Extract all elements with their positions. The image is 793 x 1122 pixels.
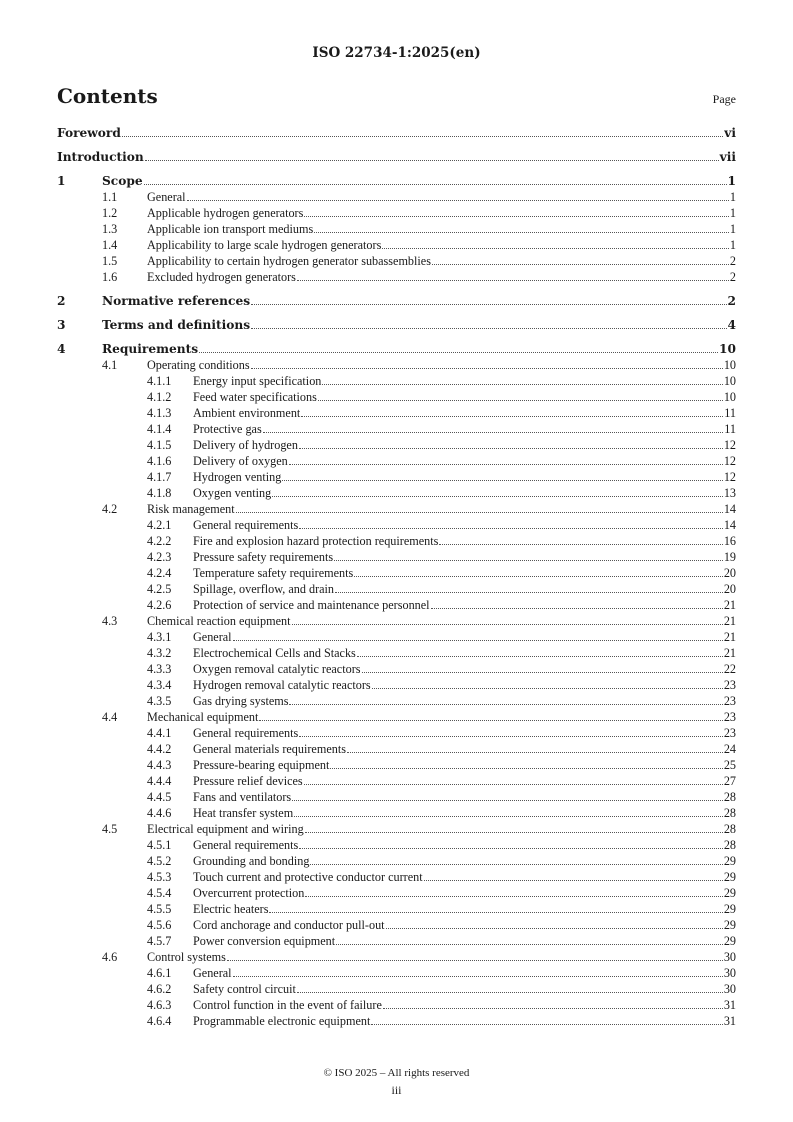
toc-entry-label: Pressure safety requirements [193, 550, 334, 564]
toc-entry-label: Foreword [57, 126, 121, 140]
toc-entry-page: 21 [723, 598, 736, 612]
toc-entry-number: 4.2.3 [147, 550, 172, 564]
toc-leader-dots [371, 1023, 722, 1025]
toc-entry[interactable] [57, 373, 736, 389]
toc-entry-number: 4.6.2 [147, 982, 172, 996]
toc-entry[interactable] [57, 341, 736, 357]
toc-entry-page: 25 [723, 758, 736, 772]
toc-leader-dots [322, 383, 722, 385]
toc-leader-dots [292, 799, 723, 801]
toc-entry-number: 4.6 [102, 950, 118, 964]
toc-entry-label: Protective gas [193, 422, 262, 436]
toc-entry-page: 21 [723, 614, 736, 628]
toc-leader-dots [251, 367, 723, 369]
toc-entry[interactable] [57, 253, 736, 269]
toc-leader-dots [432, 263, 729, 265]
toc-entry-label: Energy input specification [193, 374, 322, 388]
toc-leader-dots [227, 959, 723, 961]
toc-entry[interactable] [57, 1013, 736, 1029]
toc-entry-number: 4.3.1 [147, 630, 172, 644]
toc-entry[interactable] [57, 853, 736, 869]
toc-entry-label: Pressure relief devices [193, 774, 303, 788]
toc-leader-dots [382, 247, 729, 249]
toc-leader-dots [336, 943, 723, 945]
toc-entry-label: Delivery of hydrogen [193, 438, 298, 452]
toc-leader-dots [289, 703, 722, 705]
toc-entry-page: 11 [724, 422, 736, 436]
page-number: iii [391, 1083, 402, 1097]
toc-entry[interactable] [57, 269, 736, 285]
toc-entry[interactable] [57, 885, 736, 901]
toc-leader-dots [305, 831, 723, 833]
toc-entry[interactable] [57, 189, 736, 205]
toc-entry-label: Power conversion equipment [193, 934, 336, 948]
toc-entry[interactable] [57, 549, 736, 565]
toc-entry[interactable] [57, 501, 736, 517]
toc-entry-label: Gas drying systems [193, 694, 289, 708]
toc-entry-number: 2 [57, 294, 66, 308]
toc-entry-number: 1.2 [102, 206, 118, 220]
toc-entry-page: vi [724, 126, 736, 140]
toc-entry-page: 10 [723, 358, 736, 372]
toc-entry[interactable] [57, 149, 736, 165]
toc-entry[interactable] [57, 997, 736, 1013]
toc-entry-label: Feed water specifications [193, 390, 317, 404]
toc-leader-dots [299, 527, 723, 529]
toc-leader-dots [187, 199, 729, 201]
toc-entry[interactable] [57, 645, 736, 661]
toc-entry-page: 14 [723, 518, 736, 532]
toc-leader-dots [282, 479, 722, 481]
toc-entry-page: 22 [723, 662, 736, 676]
toc-entry[interactable] [57, 805, 736, 821]
toc-leader-dots [299, 847, 723, 849]
toc-leader-dots [251, 303, 726, 305]
toc-entry[interactable] [57, 453, 736, 469]
toc-entry-number: 4.6.1 [147, 966, 172, 980]
toc-entry-page: 1 [729, 206, 736, 220]
toc-entry-label: Oxygen removal catalytic reactors [193, 662, 361, 676]
toc-entry-number: 4.6.3 [147, 998, 172, 1012]
toc-entry-number: 4.1 [102, 358, 118, 372]
toc-entry-number: 4.3.5 [147, 694, 172, 708]
toc-leader-dots [269, 911, 722, 913]
toc-entry-label: Terms and definitions [102, 318, 251, 332]
table-of-contents [57, 125, 736, 1029]
toc-entry[interactable] [57, 677, 736, 693]
toc-entry-label: Oxygen venting [193, 486, 272, 500]
toc-entry-number: 4.5 [102, 822, 118, 836]
toc-entry-page: 21 [723, 646, 736, 660]
toc-entry[interactable] [57, 869, 736, 885]
toc-entry-page: 20 [723, 582, 736, 596]
toc-entry-number: 4.3 [102, 614, 118, 628]
toc-leader-dots [330, 767, 722, 769]
toc-entry-number: 1.1 [102, 190, 118, 204]
toc-entry-label: General [193, 966, 232, 980]
toc-entry-page: 12 [723, 454, 736, 468]
toc-entry-number: 1 [57, 174, 66, 188]
toc-entry-page: 21 [723, 630, 736, 644]
toc-entry-number: 4.1.7 [147, 470, 172, 484]
toc-entry[interactable] [57, 821, 736, 837]
toc-entry-number: 4.5.3 [147, 870, 172, 884]
toc-entry-label: Applicability to certain hydrogen generator subassemblies [147, 254, 431, 268]
toc-entry-label: Excluded hydrogen generators [147, 270, 296, 284]
toc-entry-label: Chemical reaction equipment [147, 614, 291, 628]
toc-entry-number: 4.5.5 [147, 902, 172, 916]
toc-entry-number: 4.3.3 [147, 662, 172, 676]
toc-entry-label: Grounding and bonding [193, 854, 310, 868]
toc-entry-label: Fans and ventilators [193, 790, 292, 804]
toc-entry-label: Mechanical equipment [147, 710, 259, 724]
toc-leader-dots [199, 351, 718, 353]
toc-entry-page: 2 [729, 270, 736, 284]
toc-entry-page: 13 [723, 486, 736, 500]
toc-entry[interactable] [57, 533, 736, 549]
toc-entry[interactable] [57, 757, 736, 773]
toc-entry[interactable] [57, 421, 736, 437]
toc-entry-number: 1.6 [102, 270, 118, 284]
toc-entry[interactable] [57, 597, 736, 613]
toc-entry-number: 4.4.6 [147, 806, 172, 820]
toc-entry[interactable] [57, 709, 736, 725]
toc-entry-page: 30 [723, 950, 736, 964]
page-column-label: Page [712, 92, 736, 106]
toc-entry-label: Programmable electronic equipment [193, 1014, 371, 1028]
toc-leader-dots [299, 447, 723, 449]
toc-leader-dots [304, 215, 729, 217]
toc-entry-number: 4.4.3 [147, 758, 172, 772]
toc-entry-page: 28 [723, 822, 736, 836]
toc-entry-page: 23 [723, 678, 736, 692]
toc-entry-label: Operating conditions [147, 358, 250, 372]
toc-entry[interactable] [57, 389, 736, 405]
toc-entry[interactable] [57, 741, 736, 757]
toc-entry-number: 4 [57, 342, 66, 356]
toc-entry-label: Safety control circuit [193, 982, 296, 996]
toc-leader-dots [297, 991, 723, 993]
toc-entry-label: Scope [102, 174, 143, 188]
toc-entry-page: 2 [727, 294, 736, 308]
toc-entry-number: 4.1.5 [147, 438, 172, 452]
toc-entry-number: 4.4.5 [147, 790, 172, 804]
toc-entry-label: Control systems [147, 950, 226, 964]
toc-entry-number: 4.2.1 [147, 518, 172, 532]
toc-entry-label: General requirements [193, 518, 299, 532]
toc-entry-page: 23 [723, 710, 736, 724]
toc-entry-number: 3 [57, 318, 66, 332]
toc-leader-dots [292, 623, 723, 625]
toc-leader-dots [304, 783, 723, 785]
toc-entry-page: 28 [723, 806, 736, 820]
toc-entry-page: 10 [723, 390, 736, 404]
toc-entry-label: Electric heaters [193, 902, 269, 916]
toc-entry-label: Hydrogen removal catalytic reactors [193, 678, 371, 692]
toc-leader-dots [263, 431, 724, 433]
toc-entry-page: 29 [723, 918, 736, 932]
toc-leader-dots [294, 815, 723, 817]
toc-leader-dots [372, 687, 723, 689]
toc-entry-page: 1 [729, 190, 736, 204]
toc-entry-label: Heat transfer system [193, 806, 294, 820]
toc-entry-number: 4.1.6 [147, 454, 172, 468]
toc-entry[interactable] [57, 469, 736, 485]
toc-entry-label: Requirements [102, 342, 199, 356]
toc-entry-page: 30 [723, 982, 736, 996]
toc-entry-page: 28 [723, 790, 736, 804]
toc-entry-number: 1.3 [102, 222, 118, 236]
toc-entry-page: 1 [729, 222, 736, 236]
toc-leader-dots [334, 559, 723, 561]
toc-entry-label: Fire and explosion hazard protection requirements [193, 534, 439, 548]
page-title: Contents [57, 84, 158, 108]
toc-leader-dots [439, 543, 722, 545]
toc-entry-label: Risk management [147, 502, 235, 516]
toc-entry[interactable] [57, 693, 736, 709]
toc-entry[interactable] [57, 629, 736, 645]
toc-entry-label: General requirements [193, 726, 299, 740]
toc-leader-dots [362, 671, 723, 673]
toc-entry[interactable] [57, 933, 736, 949]
toc-leader-dots [357, 655, 723, 657]
toc-entry[interactable] [57, 613, 736, 629]
toc-leader-dots [233, 639, 723, 641]
toc-leader-dots [272, 495, 723, 497]
toc-entry[interactable] [57, 405, 736, 421]
toc-entry-page: 10 [719, 342, 736, 356]
toc-entry-page: 2 [729, 254, 736, 268]
toc-entry[interactable] [57, 901, 736, 917]
toc-entry-number: 4.3.4 [147, 678, 172, 692]
toc-entry-page: 31 [723, 998, 736, 1012]
toc-entry-number: 4.2.6 [147, 598, 172, 612]
toc-entry-label: Applicable ion transport mediums [147, 222, 314, 236]
toc-leader-dots [259, 719, 722, 721]
toc-entry-number: 4.2 [102, 502, 118, 516]
toc-entry-number: 4.4.2 [147, 742, 172, 756]
toc-entry-page: 14 [723, 502, 736, 516]
toc-entry-number: 4.2.4 [147, 566, 172, 580]
toc-entry[interactable] [57, 357, 736, 373]
toc-entry[interactable] [57, 581, 736, 597]
toc-entry-number: 4.6.4 [147, 1014, 172, 1028]
toc-entry-label: Control function in the event of failure [193, 998, 382, 1012]
toc-entry-page: 10 [723, 374, 736, 388]
toc-entry-label: Protection of service and maintenance personnel [193, 598, 430, 612]
toc-entry-page: 12 [723, 470, 736, 484]
toc-leader-dots [233, 975, 723, 977]
toc-entry-label: Introduction [57, 150, 144, 164]
toc-leader-dots [386, 927, 723, 929]
copyright-footer: © ISO 2025 – All rights reserved [323, 1067, 470, 1079]
toc-entry[interactable] [57, 485, 736, 501]
toc-leader-dots [383, 1007, 723, 1009]
toc-entry-label: Ambient environment [193, 406, 301, 420]
toc-entry-number: 1.5 [102, 254, 118, 268]
toc-entry[interactable] [57, 317, 736, 333]
toc-entry-number: 4.1.3 [147, 406, 172, 420]
toc-leader-dots [310, 863, 722, 865]
toc-entry-label: General [147, 190, 186, 204]
toc-leader-dots [301, 415, 723, 417]
toc-leader-dots [251, 327, 726, 329]
toc-entry-number: 4.5.4 [147, 886, 172, 900]
toc-leader-dots [236, 511, 723, 513]
toc-entry[interactable] [57, 661, 736, 677]
toc-entry[interactable] [57, 917, 736, 933]
toc-entry[interactable] [57, 725, 736, 741]
toc-entry-page: 19 [723, 550, 736, 564]
toc-entry-label: Overcurrent protection [193, 886, 305, 900]
toc-entry-number: 4.4.1 [147, 726, 172, 740]
toc-entry-page: 29 [723, 854, 736, 868]
toc-entry-number: 4.5.7 [147, 934, 172, 948]
toc-entry-label: Spillage, overflow, and drain [193, 582, 335, 596]
toc-leader-dots [347, 751, 723, 753]
toc-leader-dots [431, 607, 723, 609]
toc-entry-label: Hydrogen venting [193, 470, 282, 484]
toc-entry-page: 1 [727, 174, 736, 188]
toc-entry-label: Electrochemical Cells and Stacks [193, 646, 356, 660]
toc-entry[interactable] [57, 221, 736, 237]
toc-entry[interactable] [57, 237, 736, 253]
toc-entry-page: 31 [723, 1014, 736, 1028]
toc-entry-number: 4.1.4 [147, 422, 172, 436]
document-id-header: ISO 22734-1:2025(en) [312, 45, 481, 61]
toc-entry-page: 29 [723, 870, 736, 884]
toc-leader-dots [144, 183, 727, 185]
toc-leader-dots [122, 135, 723, 137]
toc-entry-page: 27 [723, 774, 736, 788]
toc-entry-label: General materials requirements [193, 742, 346, 756]
toc-entry[interactable] [57, 205, 736, 221]
toc-entry-page: 23 [723, 726, 736, 740]
toc-entry-label: Normative references [102, 294, 251, 308]
toc-entry-page: 1 [729, 238, 736, 252]
toc-entry-number: 1.4 [102, 238, 118, 252]
toc-entry-label: General requirements [193, 838, 299, 852]
toc-entry[interactable] [57, 789, 736, 805]
toc-entry-page: 12 [723, 438, 736, 452]
toc-entry-number: 4.2.5 [147, 582, 172, 596]
toc-leader-dots [299, 735, 723, 737]
toc-entry[interactable] [57, 565, 736, 581]
toc-entry-label: Temperature safety requirements [193, 566, 354, 580]
toc-leader-dots [314, 231, 729, 233]
toc-entry-label: Pressure-bearing equipment [193, 758, 330, 772]
toc-entry-page: 11 [724, 406, 736, 420]
toc-entry-number: 4.1.8 [147, 486, 172, 500]
toc-entry-page: 29 [723, 902, 736, 916]
toc-entry-page: vii [719, 150, 736, 164]
toc-leader-dots [289, 463, 723, 465]
toc-entry[interactable] [57, 981, 736, 997]
toc-entry-label: Applicability to large scale hydrogen generators [147, 238, 382, 252]
toc-entry-label: Touch current and protective conductor current [193, 870, 423, 884]
toc-entry[interactable] [57, 949, 736, 965]
toc-entry-page: 29 [723, 886, 736, 900]
toc-entry[interactable] [57, 173, 736, 189]
toc-entry[interactable] [57, 965, 736, 981]
toc-entry-page: 30 [723, 966, 736, 980]
toc-entry[interactable] [57, 125, 736, 141]
toc-leader-dots [305, 895, 722, 897]
toc-entry-page: 28 [723, 838, 736, 852]
toc-entry-number: 4.5.2 [147, 854, 172, 868]
toc-entry-page: 24 [723, 742, 736, 756]
toc-entry[interactable] [57, 517, 736, 533]
toc-entry[interactable] [57, 293, 736, 309]
toc-entry-number: 4.4.4 [147, 774, 172, 788]
toc-entry-label: Electrical equipment and wiring [147, 822, 304, 836]
toc-entry-number: 4.1.1 [147, 374, 172, 388]
toc-entry-label: Delivery of oxygen [193, 454, 288, 468]
toc-entry[interactable] [57, 437, 736, 453]
toc-entry-page: 16 [723, 534, 736, 548]
toc-entry[interactable] [57, 773, 736, 789]
toc-leader-dots [424, 879, 723, 881]
toc-leader-dots [318, 399, 723, 401]
toc-entry-page: 29 [723, 934, 736, 948]
toc-entry-number: 4.2.2 [147, 534, 172, 548]
toc-entry-page: 20 [723, 566, 736, 580]
toc-entry-number: 4.1.2 [147, 390, 172, 404]
toc-entry-label: Applicable hydrogen generators [147, 206, 304, 220]
toc-entry-label: General [193, 630, 232, 644]
toc-entry[interactable] [57, 837, 736, 853]
toc-entry-page: 23 [723, 694, 736, 708]
toc-entry-number: 4.3.2 [147, 646, 172, 660]
toc-entry-number: 4.5.1 [147, 838, 172, 852]
toc-leader-dots [354, 575, 723, 577]
toc-entry-number: 4.4 [102, 710, 118, 724]
toc-leader-dots [335, 591, 723, 593]
toc-leader-dots [297, 279, 729, 281]
toc-entry-label: Cord anchorage and conductor pull-out [193, 918, 385, 932]
toc-entry-number: 4.5.6 [147, 918, 172, 932]
toc-leader-dots [145, 159, 719, 161]
toc-entry-page: 4 [727, 318, 736, 332]
